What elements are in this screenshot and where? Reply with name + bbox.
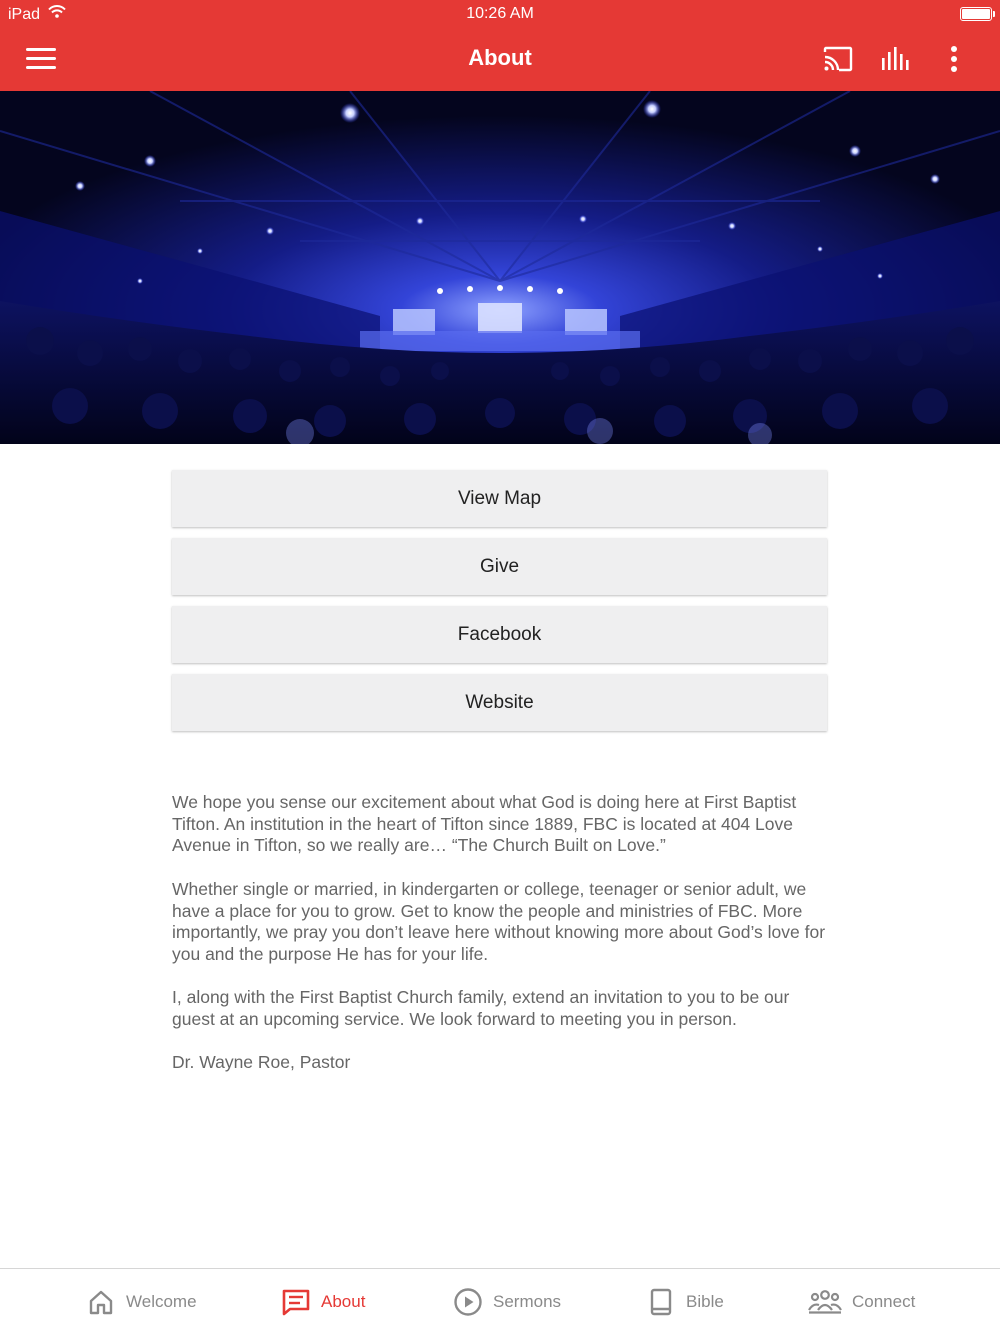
- tab-welcome-label: Welcome: [126, 1292, 197, 1311]
- website-button[interactable]: Website: [172, 674, 827, 731]
- tab-bible[interactable]: [646, 1269, 724, 1335]
- status-bar: [0, 0, 1000, 28]
- tab-about[interactable]: [281, 1269, 365, 1335]
- page-title: About: [468, 45, 532, 70]
- play-circle-icon: [453, 1287, 483, 1317]
- bottom-tab-bar: [0, 1268, 1000, 1335]
- view-map-button[interactable]: View Map: [172, 470, 827, 527]
- paragraph-intro: We hope you sense our excitement about what God is doing here at First Baptist Tifton. An institution in the heart of Tifton since 1889, FBC is located at 404 Love Avenue in Tifton, so we really are… “The Church Built on Love.”: [172, 792, 797, 856]
- app-bar-actions: [822, 42, 970, 76]
- home-icon: [86, 1287, 116, 1317]
- paragraph-welcome: Whether single or married, in kindergarten or college, teenager or senior adult, we have a place for you to grow. Get to know the people and ministries of FBC. More importantly, we pray you don’t leave here without knowing more about God’s love for you and the purpose He has for your life.: [172, 878, 826, 964]
- give-button[interactable]: Give: [172, 538, 827, 595]
- people-group-icon: [808, 1287, 842, 1317]
- status-time: 10:26 AM: [466, 5, 534, 22]
- more-vertical-icon[interactable]: [938, 42, 970, 76]
- device-name: iPad: [8, 5, 41, 23]
- audio-bars-icon[interactable]: [880, 42, 912, 76]
- hamburger-menu-icon[interactable]: [26, 46, 56, 72]
- battery-fill: [962, 9, 990, 19]
- tab-sermons[interactable]: [453, 1269, 561, 1335]
- paragraph-invitation: I, along with the First Baptist Church family, extend an invitation to you to be our guest at an upcoming service. We look forward to meeting you in person.: [172, 987, 790, 1029]
- book-icon: [646, 1287, 676, 1317]
- tab-sermons-label: Sermons: [493, 1292, 562, 1311]
- pastor-signature: Dr. Wayne Roe, Pastor: [172, 1052, 351, 1073]
- battery-icon: [960, 7, 992, 21]
- action-buttons: [172, 470, 827, 742]
- hero-image: [0, 91, 1000, 444]
- app-bar: [0, 28, 1000, 91]
- message-icon: [281, 1287, 311, 1317]
- tab-bible-label: Bible: [686, 1292, 724, 1311]
- tab-connect-label: Connect: [852, 1292, 916, 1311]
- cast-icon[interactable]: [822, 42, 854, 76]
- facebook-button[interactable]: Facebook: [172, 606, 827, 663]
- tab-welcome[interactable]: [86, 1269, 197, 1335]
- tab-about-label: About: [321, 1292, 366, 1311]
- tab-connect[interactable]: [808, 1269, 915, 1335]
- about-text: [172, 792, 832, 1096]
